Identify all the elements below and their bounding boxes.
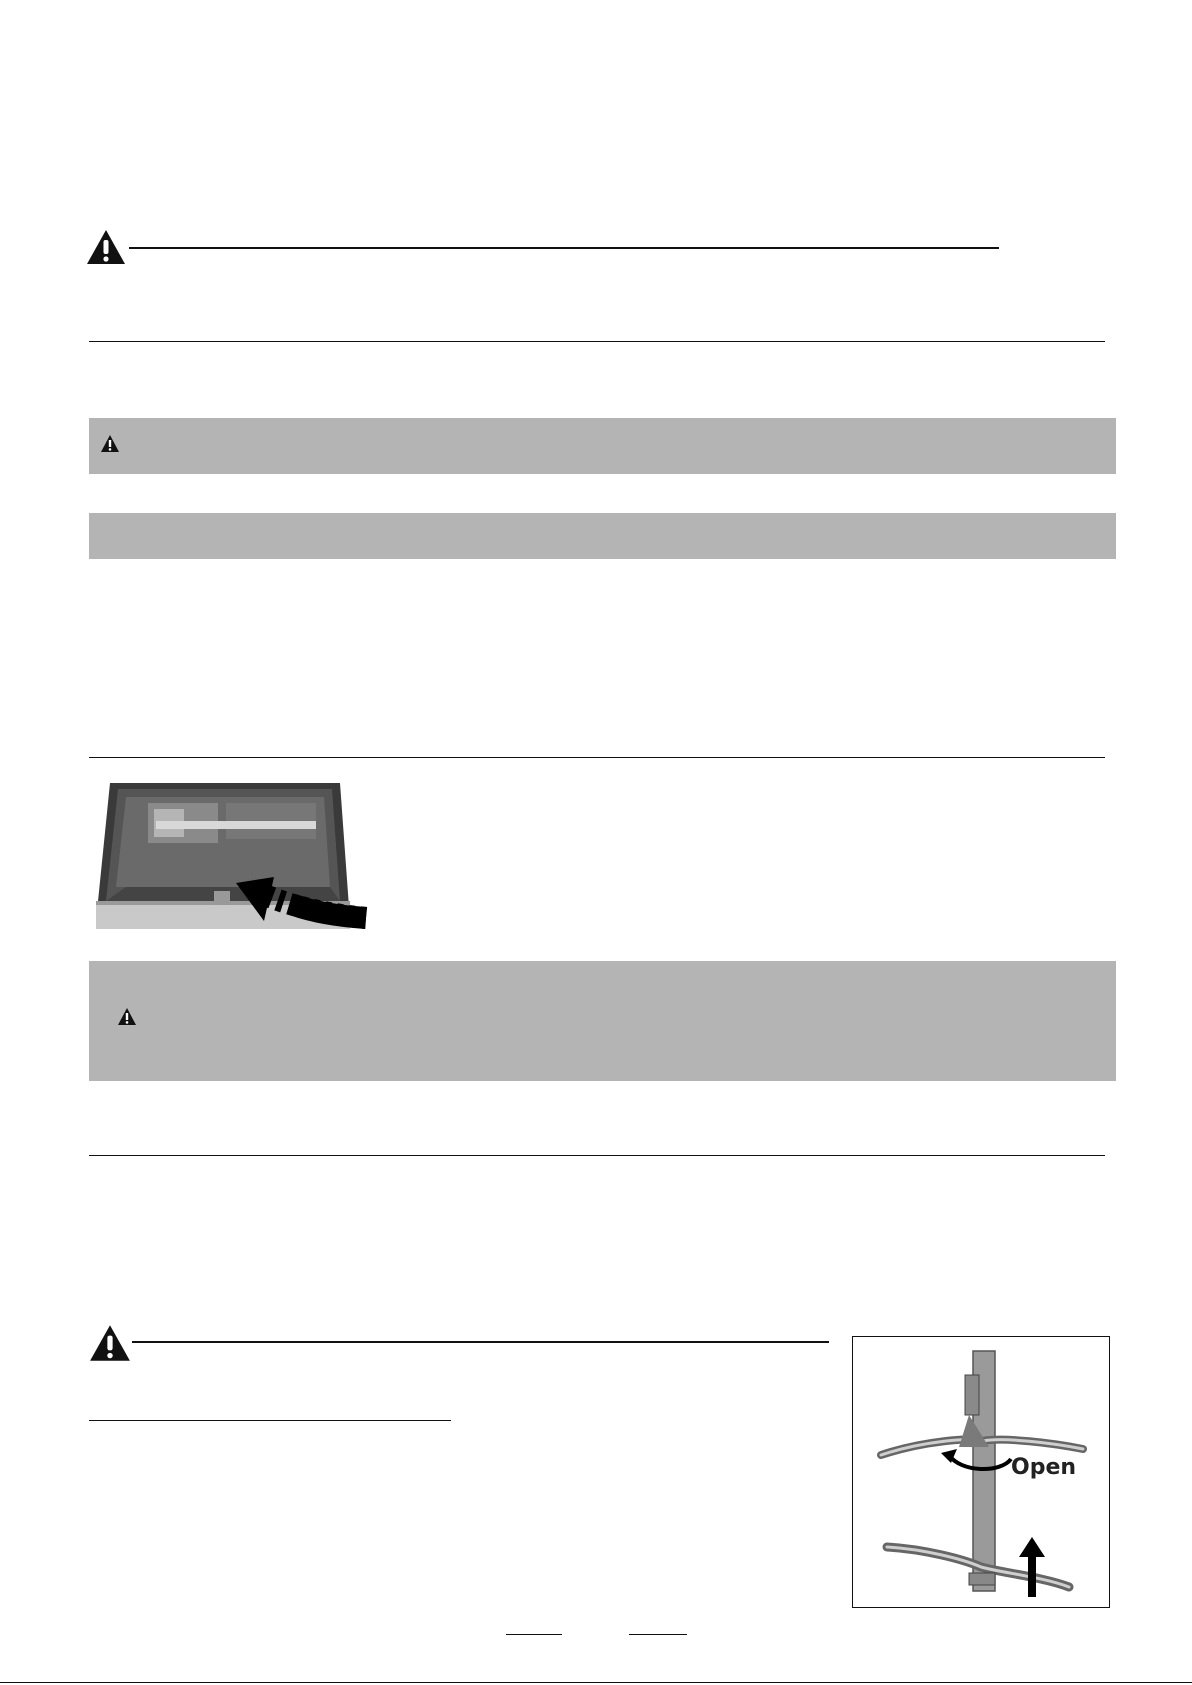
door-figure [96, 783, 376, 945]
note-band [89, 513, 1116, 559]
arrow-up-icon [1019, 1537, 1045, 1597]
section-divider [89, 341, 1105, 342]
warning-triangle-icon [88, 1323, 132, 1363]
page-bottom-rule [0, 1682, 1192, 1683]
warning-triangle-icon [85, 228, 127, 266]
section-divider [89, 757, 1105, 758]
warning-triangle-icon [117, 1007, 137, 1026]
subheading-rule [89, 1420, 451, 1421]
warning-triangle-icon [100, 434, 120, 453]
section-divider [89, 1155, 1105, 1156]
heading-rule [132, 1341, 829, 1343]
open-label: Open [1011, 1455, 1077, 1480]
warning-band [89, 961, 1116, 1081]
heading-rule [129, 247, 999, 249]
warning-band [89, 418, 1116, 474]
footer-rule [506, 1634, 562, 1635]
footer-rule [629, 1634, 687, 1635]
spray-arm-figure [852, 1336, 1110, 1608]
